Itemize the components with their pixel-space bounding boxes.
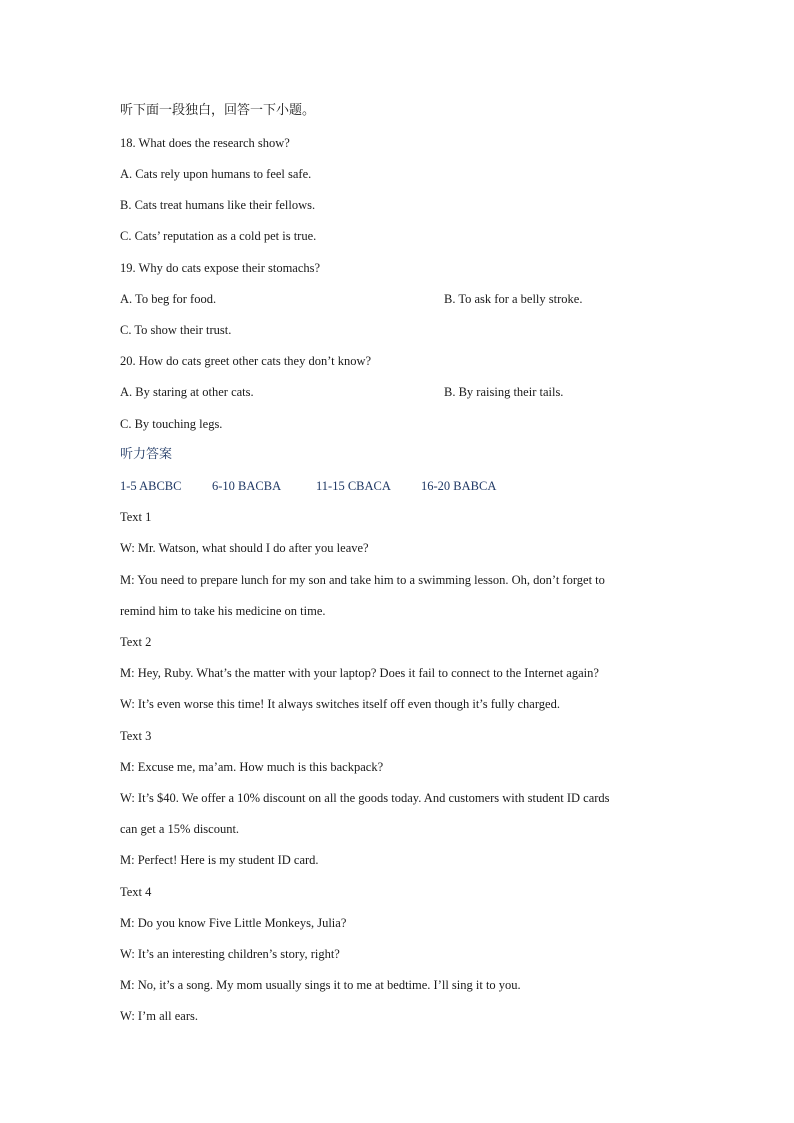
answer-group-1: 1-5 ABCBC	[120, 479, 182, 493]
transcript-line: W: I’m all ears.	[120, 1009, 198, 1023]
question-18-option-b: B. Cats treat humans like their fellows.	[120, 198, 316, 212]
transcript-line: W: It’s $40. We offer a 10% discount on all the goods today. And customers with student ID cards	[120, 791, 610, 805]
transcript-line: remind him to take his medicine on time.	[120, 604, 326, 618]
transcript-title-1: Text 1	[120, 510, 152, 524]
question-20-option-c: C. By touching legs.	[120, 417, 223, 431]
question-18-option-c: C. Cats’ reputation as a cold pet is true.	[120, 229, 317, 243]
question-19-stem: 19. Why do cats expose their stomachs?	[120, 261, 321, 275]
transcript-line: M: Excuse me, ma’am. How much is this backpack?	[120, 760, 384, 774]
transcript-title-2: Text 2	[120, 635, 152, 649]
question-19-option-a: A. To beg for food.	[120, 292, 217, 306]
question-20-option-b: B. By raising their tails.	[444, 385, 564, 399]
question-20-stem: 20. How do cats greet other cats they don’t know?	[120, 354, 372, 368]
answer-group-4: 16-20 BABCA	[421, 479, 497, 493]
answer-group-3: 11-15 CBACA	[316, 479, 391, 493]
transcript-line: W: Mr. Watson, what should I do after you leave?	[120, 541, 369, 555]
transcript-line: M: You need to prepare lunch for my son and take him to a swimming lesson. Oh, don’t forget to	[120, 573, 605, 587]
answers-title: 听力答案	[120, 447, 173, 462]
transcript-title-3: Text 3	[120, 729, 152, 743]
question-19-option-b: B. To ask for a belly stroke.	[444, 292, 583, 306]
transcript-line: M: Do you know Five Little Monkeys, Julia?	[120, 916, 347, 930]
transcript-line: can get a 15% discount.	[120, 822, 240, 836]
transcript-line: W: It’s even worse this time! It always switches itself off even though it’s fully charged.	[120, 697, 560, 711]
question-18-stem: 18. What does the research show?	[120, 136, 290, 150]
transcript-line: M: Perfect! Here is my student ID card.	[120, 853, 319, 867]
question-18-option-a: A. Cats rely upon humans to feel safe.	[120, 167, 312, 181]
question-19-option-c: C. To show their trust.	[120, 323, 232, 337]
transcript-line: W: It’s an interesting children’s story, right?	[120, 947, 340, 961]
transcript-title-4: Text 4	[120, 885, 152, 899]
answer-group-2: 6-10 BACBA	[212, 479, 282, 493]
transcript-line: M: Hey, Ruby. What’s the matter with your laptop? Does it fail to connect to the Internet again?	[120, 666, 599, 680]
transcript-line: M: No, it’s a song. My mom usually sings it to me at bedtime. I’ll sing it to you.	[120, 978, 521, 992]
question-20-option-a: A. By staring at other cats.	[120, 385, 254, 399]
section-intro: 听下面一段独白，回答一下小题。	[120, 103, 316, 118]
